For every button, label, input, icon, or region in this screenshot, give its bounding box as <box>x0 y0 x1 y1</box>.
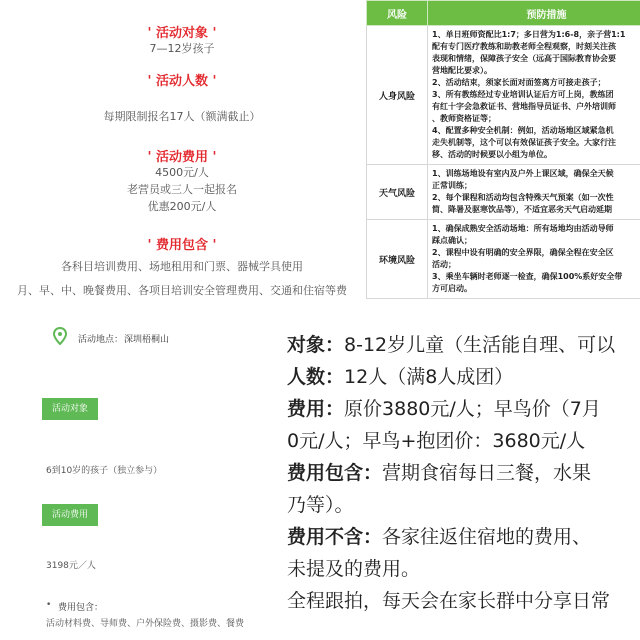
fee-line3: 优惠200元/人 <box>147 200 217 213</box>
fee-heading: ' 活动费用 ' <box>147 150 217 165</box>
include-line2: 月、早、中、晚餐费用、各项目培训安全管理费用、交通和住宿等费 <box>17 284 347 297</box>
fee-line1: 4500元/人 <box>155 166 209 179</box>
measure-line: 表现和情绪，保障孩子安全（远高于国际教育协会要 <box>432 54 616 63</box>
measure-line: 、教师资格证等； <box>432 114 496 123</box>
details-panel <box>282 318 640 640</box>
risk-measures <box>428 26 640 165</box>
target-value-text: 6到10岁的孩子（独立参与） <box>46 466 163 476</box>
risk-name: 天气风险 <box>367 165 428 220</box>
risk-measures <box>428 220 640 299</box>
measure-line: 正常训练； <box>432 181 472 190</box>
detail-exclude-value: 各家往返住宿地的费用、 <box>382 526 592 548</box>
risk-row <box>367 220 640 299</box>
measure-line: 踩点确认； <box>432 236 472 245</box>
include-value: 活动材料费、导师费、户外保险费、摄影费、餐费 <box>46 619 245 629</box>
include-line1: 各科目培训费用、场地租用和门票、器械学具使用 <box>61 260 303 273</box>
count-heading: ' 活动人数 ' <box>147 74 217 89</box>
measure-line: 3、乘坐车辆时老师逐一检查，确保100%系好安全带 <box>432 272 623 281</box>
fee-line2: 老营员或三人一起报名 <box>127 183 237 196</box>
measure-line: 营地配比要求）。 <box>432 66 492 75</box>
location-pin-icon <box>53 327 67 345</box>
risk-table <box>366 0 640 299</box>
detail-count-label: 人数： <box>287 366 345 388</box>
risk-row <box>367 26 640 165</box>
poster-panel <box>0 0 364 318</box>
measure-line: 3、所有教练经过专业培训认证后方可上岗，教练团 <box>432 90 614 99</box>
detail-note: 全程跟拍，每天会在家长群中分享日常 <box>287 590 611 612</box>
measure-line: 2、课程中设有明确的安全界限，确保全程在安全区 <box>432 248 614 257</box>
detail-exclude-cont: 未提及的费用。 <box>287 558 421 580</box>
detail-fee-cont: 0元/人；早鸟+抱团价：3680元/人 <box>287 430 586 452</box>
measure-line: 活动； <box>432 260 456 269</box>
detail-target-label: 对象： <box>287 334 345 356</box>
measure-line: 有红十字会急救证书、营地指导员证书、户外培训师 <box>432 102 616 111</box>
measure-line: 2、每个课程和活动均包含特殊天气预案（如一次性 <box>432 193 614 202</box>
detail-exclude-label: 费用不含： <box>287 526 383 548</box>
risk-name: 环境风险 <box>367 220 428 299</box>
location-value: 深圳梧桐山 <box>124 335 170 345</box>
measure-line: 方可启动。 <box>432 284 472 293</box>
measure-line: 1、单日班师资配比1:7；多日营为1:6-8，亲子营1:1 <box>432 30 626 39</box>
risk-row <box>367 165 640 220</box>
measure-line: 走失机制等，这个可以有效保证孩子安全。大家行注 <box>432 138 616 147</box>
detail-fee-label: 费用： <box>287 398 345 420</box>
detail-include-cont: 乃等）。 <box>287 494 354 516</box>
col-risk-header: 风险 <box>367 1 428 26</box>
measure-line: 4、配置多种安全机制：例如，活动场地区域紧急机 <box>432 126 614 135</box>
measure-line: 简、降暑及驱寒饮品等），不适宜恶劣天气启动延期 <box>432 205 612 214</box>
target-tag: 活动对象 <box>42 398 98 420</box>
detail-include-label: 费用包含： <box>287 462 383 484</box>
include-label: 费用包含： <box>58 603 104 613</box>
activity-panel <box>0 318 282 640</box>
risk-measures <box>428 165 640 220</box>
include-bullet-icon: • <box>46 600 52 610</box>
count-value: 每期限制报名17人（额满截止） <box>103 110 261 123</box>
fee-tag: 活动费用 <box>42 504 98 526</box>
measure-line: 移、活动的时候要以小组为单位。 <box>432 150 552 159</box>
include-heading: ' 费用包含 ' <box>147 238 217 253</box>
detail-include-value: 营期食宿每日三餐，水果 <box>382 462 592 484</box>
col-measures-header: 预防措施 <box>428 1 640 26</box>
measure-line: 1、确保成熟安全活动场地：所有场地均由活动导师 <box>432 224 614 233</box>
risk-table-panel <box>366 0 640 318</box>
target-heading: ' 活动对象 ' <box>147 26 217 41</box>
measure-line: 配有专门医疗教练和助教老师全程观察，时刻关注孩 <box>432 42 616 51</box>
detail-target-value: 8-12岁儿童（生活能自理、可以 <box>344 334 616 356</box>
target-value: 7—12岁孩子 <box>149 42 215 55</box>
measure-line: 2、活动结束，须家长面对面签离方可接走孩子； <box>432 78 606 87</box>
fee-value-text: 3198元／人 <box>46 561 96 571</box>
detail-fee-value: 原价3880元/人；早鸟价（7月 <box>344 398 601 420</box>
location-label: 活动地点： <box>78 335 124 345</box>
risk-name: 人身风险 <box>367 26 428 165</box>
detail-count-value: 12人（满8人成团） <box>344 366 514 388</box>
measure-line: 1、训练场地设有室内及户外上课区域，确保全天候 <box>432 169 614 178</box>
